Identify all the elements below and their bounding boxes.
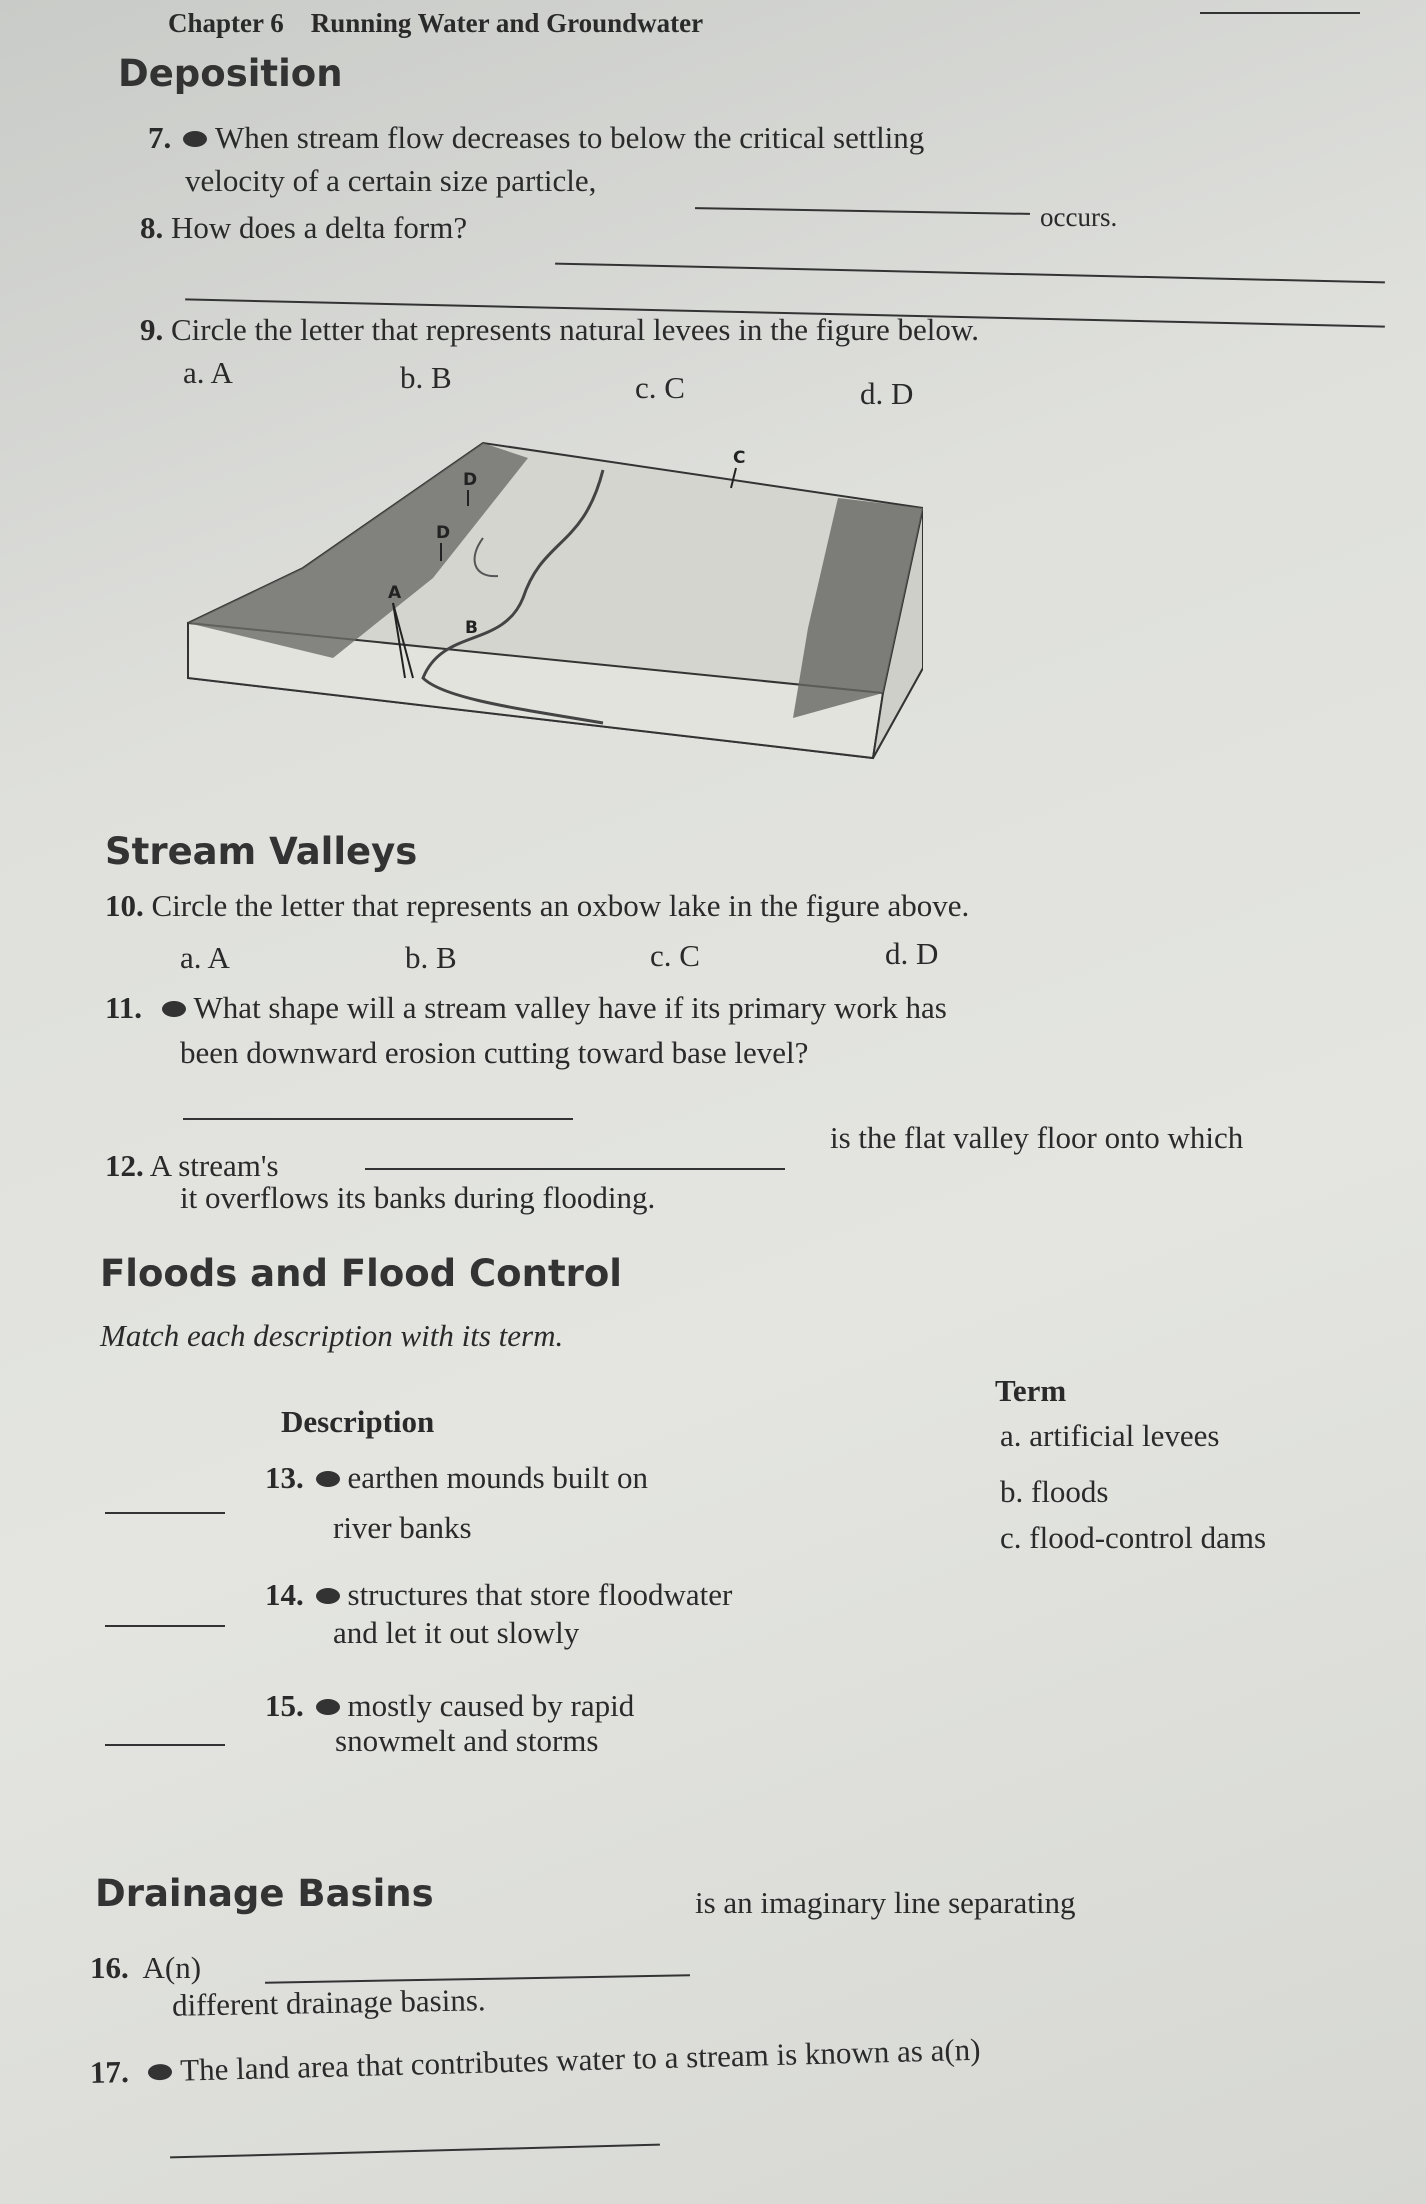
question-17 [90, 2032, 981, 2091]
item-text: earthen mounds built on [347, 1460, 648, 1495]
q12-number: 12. [105, 1148, 144, 1183]
checkpoint-icon [148, 2064, 172, 2081]
question-9 [140, 312, 979, 348]
match-item-15 [265, 1688, 634, 1724]
q11-text: What shape will a stream valley have if its primary work has [193, 990, 947, 1025]
q9-option-b[interactable]: b. B [400, 360, 452, 395]
checkpoint-icon [316, 1588, 340, 1604]
match-item-14-line2: and let it out slowly [333, 1615, 580, 1650]
q8-text: How does a delta form? [171, 210, 468, 245]
q10-text: Circle the letter that represents an oxbow lake in the figure above. [151, 888, 970, 923]
match-14-answer-blank[interactable] [105, 1625, 225, 1627]
q16-text-line2: different drainage basins. [171, 1982, 486, 2023]
term-a: a. artificial levees [1000, 1418, 1220, 1453]
q11-answer-blank[interactable] [183, 1118, 573, 1120]
q10-option-a[interactable]: a. A [180, 940, 230, 975]
q12-text-line2: it overflows its banks during flooding. [180, 1180, 656, 1215]
q17-answer-blank[interactable] [170, 2144, 660, 2159]
q8-number: 8. [140, 210, 164, 245]
figure-label-a: A [388, 583, 402, 603]
section-heading-stream-valleys: Stream Valleys [105, 830, 418, 873]
checkpoint-icon [316, 1471, 340, 1487]
q9-option-a[interactable]: a. A [183, 355, 233, 390]
match-13-answer-blank[interactable] [105, 1512, 225, 1514]
header-rule [1200, 12, 1360, 14]
q16-number: 16. [90, 1950, 129, 1985]
q9-number: 9. [140, 312, 164, 347]
q7-answer-blank[interactable] [695, 207, 1030, 215]
item-number: 14. [265, 1577, 304, 1612]
question-16 [90, 1950, 201, 1986]
item-number: 15. [265, 1688, 304, 1723]
q9-text: Circle the letter that represents natural levees in the figure below. [171, 312, 979, 347]
checkpoint-icon [316, 1699, 340, 1715]
chapter-title: Running Water and Groundwater [310, 8, 704, 38]
match-item-14 [265, 1577, 732, 1613]
question-12 [105, 1148, 279, 1184]
section-heading-floods: Floods and Flood Control [100, 1252, 622, 1295]
q16-text: is an imaginary line separating [695, 1885, 1076, 1920]
term-column-header: Term [995, 1373, 1067, 1408]
term-c: c. flood-control dams [1000, 1520, 1267, 1555]
item-number: 13. [265, 1460, 304, 1495]
question-8 [140, 210, 467, 246]
checkpoint-icon [183, 131, 207, 147]
chapter-number: Chapter 6 [168, 8, 284, 38]
checkpoint-icon [162, 1001, 186, 1017]
q12-text-after: is the flat valley floor onto which [830, 1120, 1244, 1155]
question-11 [105, 990, 947, 1026]
figure-label-b: B [465, 618, 478, 638]
description-column-header: Description [281, 1404, 435, 1439]
q11-number: 11. [105, 990, 143, 1025]
match-item-13-line2: river banks [333, 1510, 472, 1545]
figure-label-d-lower: D [436, 523, 451, 543]
question-10 [105, 888, 969, 924]
q7-end: occurs. [1040, 202, 1118, 232]
section-heading-deposition: Deposition [118, 52, 343, 95]
match-item-15-line2: snowmelt and storms [335, 1723, 599, 1758]
q10-option-b[interactable]: b. B [405, 940, 457, 975]
q16-prefix: A(n) [142, 1950, 202, 1985]
q10-number: 10. [105, 888, 144, 923]
q10-option-c[interactable]: c. C [650, 938, 700, 973]
q7-text-line2: velocity of a certain size particle, [185, 163, 597, 198]
q10-option-d[interactable]: d. D [885, 936, 939, 971]
q11-text-line2: been downward erosion cutting toward base level? [180, 1035, 809, 1070]
q12-text: A stream's [149, 1148, 279, 1183]
item-text: structures that store floodwater [347, 1577, 733, 1612]
match-15-answer-blank[interactable] [105, 1744, 225, 1746]
q12-answer-blank[interactable] [365, 1168, 785, 1170]
question-7 [148, 120, 924, 156]
item-text: mostly caused by rapid [347, 1688, 635, 1723]
q7-number: 7. [148, 120, 172, 155]
q7-text: When stream flow decreases to below the critical settling [215, 120, 925, 155]
q17-text: The land area that contributes water to a stream is known as a(n) [179, 2031, 981, 2088]
figure-label-d-upper: D [463, 470, 478, 490]
match-item-13 [265, 1460, 648, 1496]
matching-instruction: Match each description with its term. [100, 1318, 564, 1353]
q8-answer-blank-1[interactable] [555, 263, 1385, 284]
q9-option-d[interactable]: d. D [860, 376, 914, 411]
q9-option-c[interactable]: c. C [635, 370, 685, 405]
q17-number: 17. [89, 2053, 130, 2090]
section-heading-drainage: Drainage Basins [95, 1872, 434, 1915]
figure-label-c: C [733, 448, 746, 468]
chapter-header [168, 8, 703, 39]
stream-valley-block-diagram [183, 428, 923, 778]
term-b: b. floods [1000, 1474, 1109, 1509]
